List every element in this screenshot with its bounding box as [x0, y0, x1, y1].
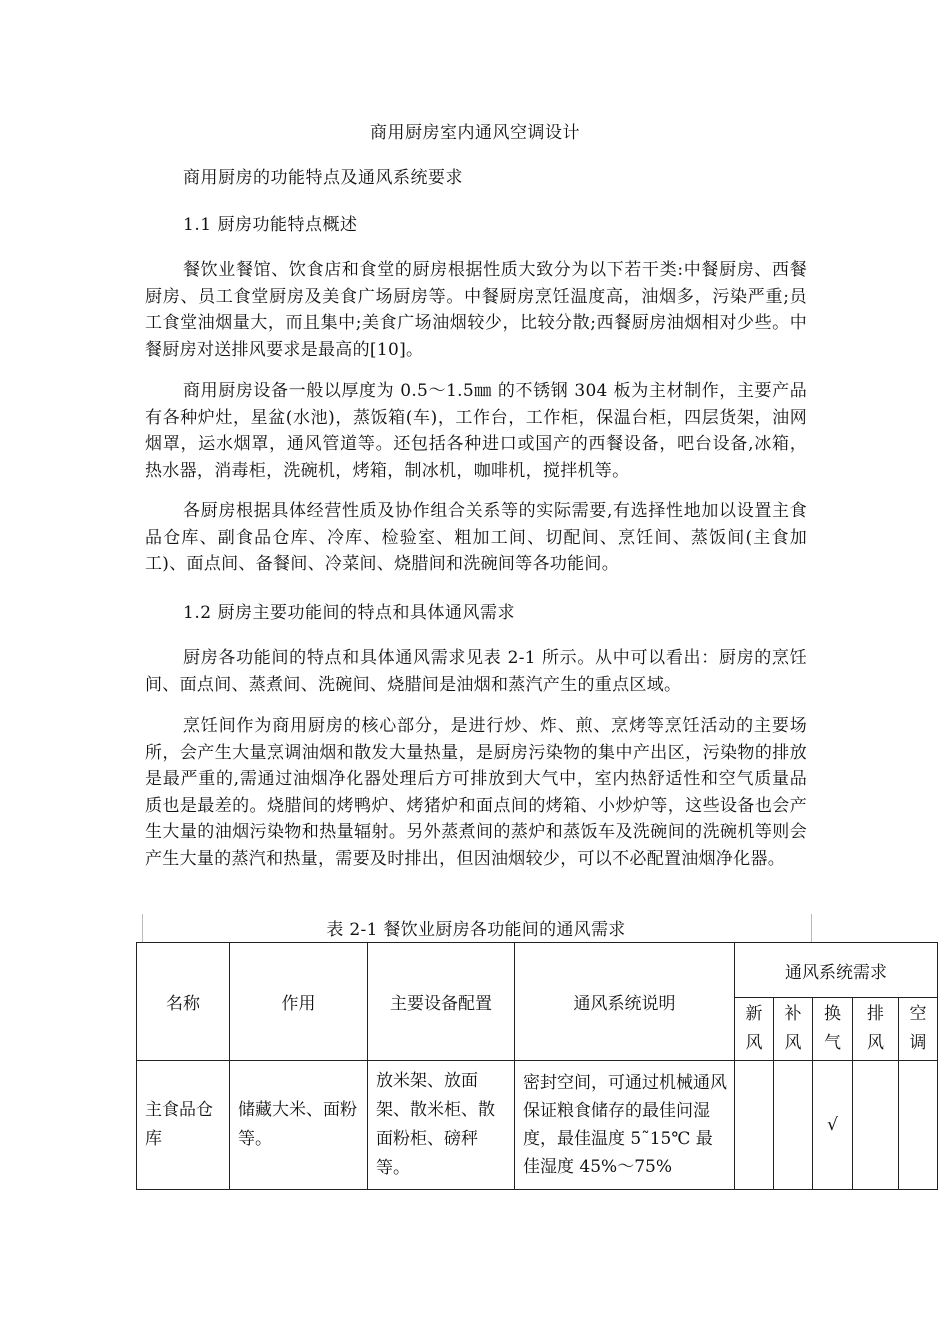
- header-equipment: 主要设备配置: [368, 943, 515, 1061]
- cell-description: 密封空间，可通过机械通风保证粮食储存的最佳问湿度，最佳温度 5˜15℃ 最佳湿度 45%～75%: [515, 1061, 735, 1190]
- section-heading: 商用厨房的功能特点及通风系统要求: [183, 168, 463, 188]
- header-air-conditioning: 空 调: [899, 998, 938, 1061]
- paragraph-cooking-room: 烹饪间作为商用厨房的核心部分，是进行炒、炸、煎、烹烤等烹饪活动的主要场所，会产生大量烹调油烟和散发大量热量，是厨房污染物的集中产出区，污染物的排放是最严重的,需通过油烟净化器处理后方可排放到大气中，室内热舒适性和空气质量品质也是最差的。烧腊间的烤鸭炉、烤猪炉和面点间的烤箱、小炒炉等，这些设备也会产生大量的油烟污染物和热量辐射。另外蒸煮间的蒸炉和蒸饭车及洗碗间的洗碗机等则会产生大量的蒸汽和热量，需要及时排出，但因油烟较少，可以不必配置油烟净化器。: [145, 716, 807, 869]
- document-title: 商用厨房室内通风空调设计: [370, 123, 580, 143]
- cell-air-exchange: √: [813, 1061, 853, 1190]
- paragraph-function-rooms: 各厨房根据具体经营性质及协作组合关系等的实际需要,有选择性地加以设置主食品仓库、副食品仓库、冷库、检验室、粗加工间、切配间、烹饪间、蒸饭间(主食加工)、面点间、备餐间、冷菜间、烧腊间和洗碗间等各功能间。: [145, 501, 807, 574]
- cell-exhaust: [853, 1061, 899, 1190]
- subsection-heading-1-2: 1.2 厨房主要功能间的特点和具体通风需求: [183, 603, 515, 623]
- header-fresh-air: 新 风: [735, 998, 774, 1061]
- header-description: 通风系统说明: [515, 943, 735, 1061]
- table-row: [137, 1061, 938, 1190]
- cell-equipment: 放米架、放面架、散米柜、散面粉柜、磅秤等。: [368, 1061, 515, 1190]
- cell-name: 主食品仓库: [137, 1061, 230, 1190]
- header-exhaust: 排 风: [853, 998, 899, 1061]
- header-air-exchange: 换 气: [813, 998, 853, 1061]
- cell-fresh-air: [735, 1061, 774, 1190]
- header-makeup-air: 补 风: [774, 998, 813, 1061]
- paragraph-ventilation-needs: 厨房各功能间的特点和具体通风需求见表 2-1 所示。从中可以看出：厨房的烹饪间、面点间、蒸煮间、洗碗间、烧腊间是油烟和蒸汽产生的重点区域。: [145, 648, 807, 695]
- table-header-row-1: [137, 943, 938, 998]
- paragraph-kitchen-equipment: 商用厨房设备一般以厚度为 0.5～1.5㎜ 的不锈钢 304 板为主材制作，主要产品有各种炉灶，星盆(水池)，蒸饭箱(车)，工作台，工作柜，保温台柜，四层货架，油网烟罩，运水烟罩，通风管道等。还包括各种进口或国产的西餐设备，吧台设备,冰箱，热水器，消毒柜，洗碗机，烤箱，制冰机，咖啡机，搅拌机等。: [145, 381, 807, 481]
- header-function: 作用: [230, 943, 368, 1061]
- cell-makeup-air: [774, 1061, 813, 1190]
- ventilation-table: [136, 942, 938, 1190]
- cell-function: 储藏大米、面粉等。: [230, 1061, 368, 1190]
- cell-air-conditioning: [899, 1061, 938, 1190]
- subsection-heading-1-1: 1.1 厨房功能特点概述: [183, 215, 358, 235]
- paragraph-kitchen-types: 餐饮业餐馆、饮食店和食堂的厨房根据性质大致分为以下若干类:中餐厨房、西餐厨房、员工食堂厨房及美食广场厨房等。中餐厨房烹饪温度高，油烟多，污染严重;员工食堂油烟量大，而且集中;美食广场油烟较少，比较分散;西餐厨房油烟相对少些。中餐厨房对送排风要求是最高的[10]。: [145, 260, 807, 360]
- table-caption: 表 2-1 餐饮业厨房各功能间的通风需求: [326, 920, 626, 940]
- header-ventilation-group: 通风系统需求: [735, 943, 938, 998]
- header-name: 名称: [137, 943, 230, 1061]
